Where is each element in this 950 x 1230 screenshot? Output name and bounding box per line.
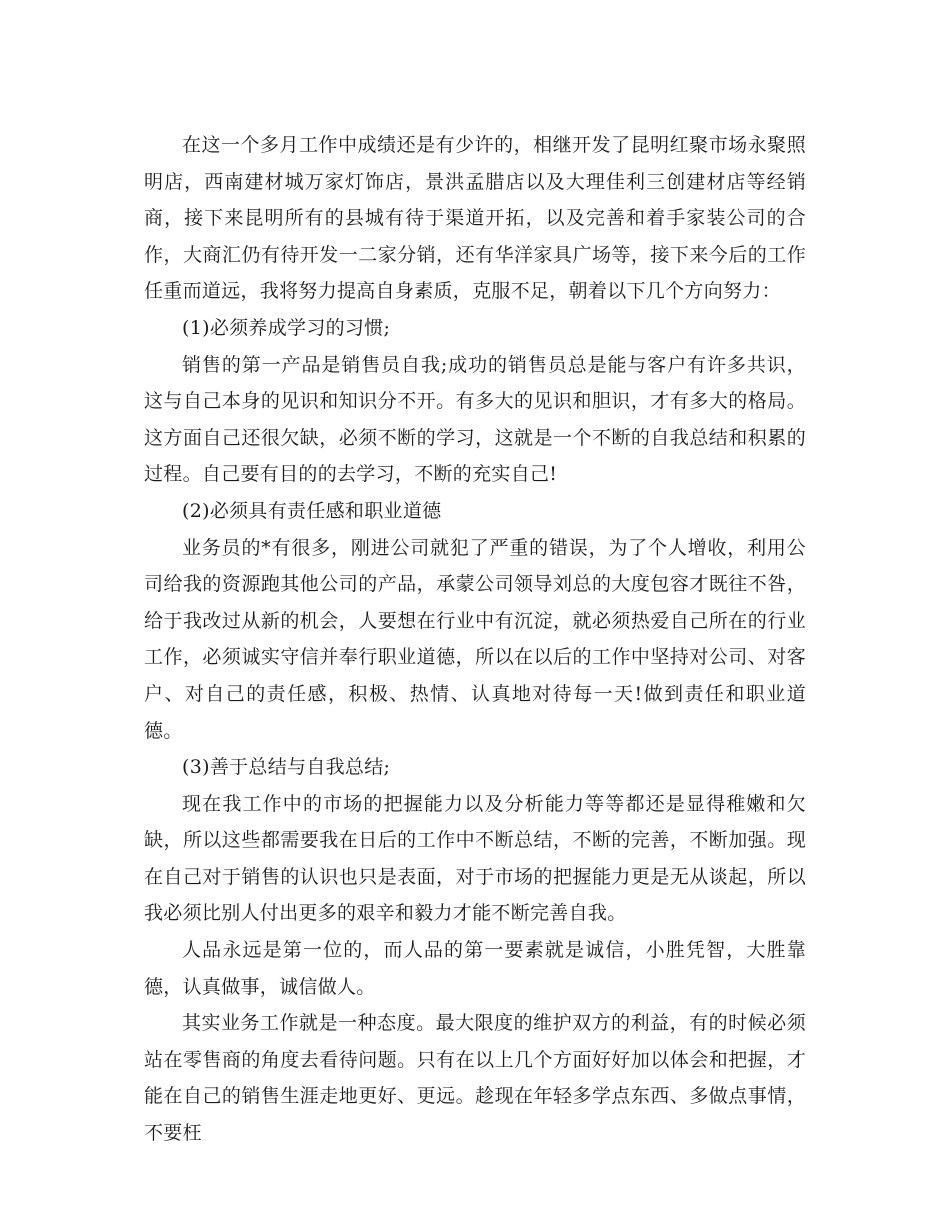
section-heading-1: (1)必须养成学习的习惯;: [182, 316, 391, 339]
paragraph-responsibility: 业务员的*有很多，刚进公司就犯了严重的错误，为了个人增收，利用公司给我的资源跑其他公司的产品，承蒙公司领导刘总的大度包容才既往不咎，给于我改过从新的机会，人要想在行业中有沉淀，就必须热爱自己所在的行业工作，必须诚实守信并奉行职业道德，所以在以后的工作中坚持对公司、对客户、对自己的责任感，积极、热情、认真地对待每一天!做到责任和职业道德。: [144, 536, 806, 742]
section-heading-3: (3)善于总结与自我总结;: [182, 756, 391, 779]
paragraph-attitude: 其实业务工作就是一种态度。最大限度的维护双方的利益，有的时候必须站在零售商的角度去看待问题。只有在以上几个方面好好加以体会和把握，才能在自己的销售生涯走地更好、更远。趁现在年轻多学点东西、多做点事情，不要枉: [144, 1012, 806, 1145]
paragraph-integrity: 人品永远是第一位的，而人品的第一要素就是诚信，小胜凭智，大胜靠德，认真做事，诚信做人。: [144, 939, 806, 998]
paragraph-summary: 现在我工作中的市场的把握能力以及分析能力等等都还是显得稚嫩和欠缺，所以这些都需要我在日后的工作中不断总结，不断的完善，不断加强。现在自己对于销售的认识也只是表面，对于市场的把握能力更是无从谈起，所以我必须比别人付出更多的艰辛和毅力才能不断完善自我。: [144, 792, 806, 925]
section-heading-2: (2)必须具有责任感和职业道德: [182, 499, 442, 522]
paragraph-intro: 在这一个多月工作中成绩还是有少许的，相继开发了昆明红聚市场永聚照明店，西南建材城万家灯饰店，景洪孟腊店以及大理佳利三创建材店等经销商，接下来昆明所有的县城有待于渠道开拓，以及完善和着手家装公司的合作，大商汇仍有待开发一二家分销，还有华洋家具广场等，接下来今后的工作任重而道远，我将努力提高自身素质，克服不足，朝着以下几个方向努力：: [144, 134, 806, 303]
paragraph-learning: 销售的第一产品是销售员自我;成功的销售员总是能与客户有许多共识，这与自己本身的见识和知识分不开。有多大的见识和胆识，才有多大的格局。这方面自己还很欠缺，必须不断的学习，这就是一个不断的自我总结和积累的过程。自己要有目的的去学习，不断的充实自己!: [144, 353, 806, 486]
document-body: [144, 127, 806, 1152]
